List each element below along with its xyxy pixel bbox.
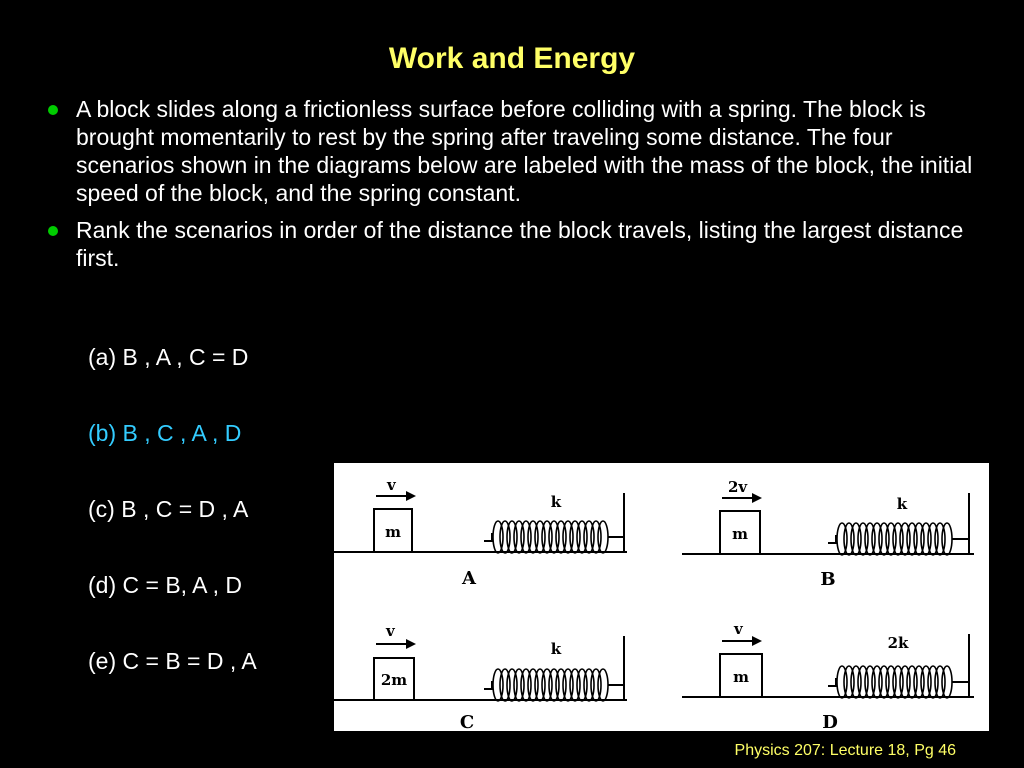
- scenario-letter: D: [822, 712, 838, 731]
- scenario-letter: B: [820, 569, 836, 590]
- bullet-dot-icon: [48, 226, 58, 236]
- spring-constant-label: k: [896, 495, 908, 513]
- spring: [828, 666, 968, 698]
- speed-label: v: [387, 476, 396, 494]
- velocity-arrow-icon: [752, 636, 762, 646]
- scenario-letter: A: [462, 568, 476, 589]
- mass-label: m: [733, 668, 749, 686]
- velocity-arrow-icon: [406, 639, 416, 649]
- scenario-d: [682, 620, 974, 731]
- spring-block-diagrams: [334, 463, 989, 731]
- answer-choice-b[interactable]: (b) B , C , A , D: [88, 420, 242, 446]
- velocity-arrow-icon: [752, 493, 762, 503]
- bullet-item: [48, 95, 978, 207]
- spring-constant-label: k: [550, 640, 562, 658]
- spring: [828, 523, 968, 555]
- answer-choice-d[interactable]: (d) C = B, A , D: [88, 572, 243, 598]
- mass-label: m: [385, 523, 401, 541]
- spring-constant-label: k: [550, 493, 562, 511]
- bullet-text: Rank the scenarios in order of the distance the block travels, listing the largest distance first.: [76, 217, 964, 271]
- answer-choice-e[interactable]: (e) C = B = D , A: [88, 648, 257, 674]
- mass-label: 2m: [380, 671, 408, 689]
- slide-footer: Physics 207: Lecture 18, Pg 46: [734, 742, 956, 759]
- mass-label: m: [732, 525, 748, 543]
- scenario-letter: C: [459, 712, 475, 731]
- spring: [484, 669, 624, 701]
- speed-label: v: [386, 622, 395, 640]
- bullet-text: A block slides along a frictionless surface before colliding with a spring. The block is brought momentarily to rest by the spring after traveling some distance. The four scenarios shown in the diagrams below are labeled with the mass of the block, the initial speed of the block, and the spring constant.: [76, 96, 973, 206]
- speed-label: v: [734, 620, 743, 638]
- spring-constant-label: 2k: [887, 634, 909, 652]
- scenario-a: [334, 476, 627, 589]
- speed-label: 2v: [728, 478, 748, 496]
- answer-choice-c[interactable]: (c) B , C = D , A: [88, 496, 249, 522]
- scenario-c: [334, 622, 627, 731]
- bullet-item: [48, 216, 978, 272]
- scenario-b: [682, 478, 974, 590]
- spring: [484, 521, 624, 553]
- velocity-arrow-icon: [406, 491, 416, 501]
- answer-choice-a[interactable]: (a) B , A , C = D: [88, 344, 249, 370]
- bullet-dot-icon: [48, 105, 58, 115]
- slide-title: Work and Energy: [388, 42, 636, 75]
- bullet-list: [48, 95, 978, 281]
